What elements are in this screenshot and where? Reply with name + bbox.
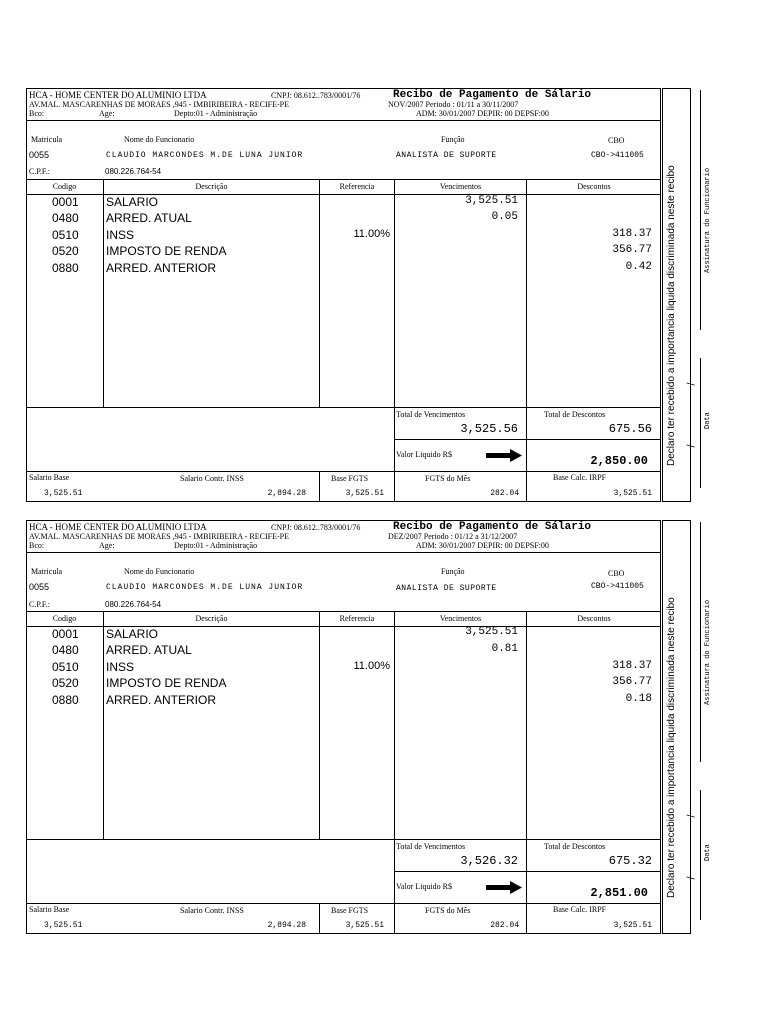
date-slash: / <box>685 814 698 818</box>
net-value: 2,851.00 <box>590 886 648 900</box>
signature-label: Assinatura do Funcionario <box>704 167 712 273</box>
date-slash: / <box>685 876 698 880</box>
item-earning: 3,525.51 <box>465 626 518 638</box>
net-value-label: Valor Liquido R$ <box>396 450 452 459</box>
item-description: ARRED. ANTERIOR <box>106 261 217 275</box>
item-description: SALARIO <box>106 195 159 209</box>
cbo-value: CBO->411005 <box>591 582 644 591</box>
fgts-month-label: FGTS do Mês <box>425 474 471 483</box>
net-value-label: Valor Liquido R$ <box>396 882 452 891</box>
department: Depto:01 - Administração <box>174 109 258 118</box>
arrow-right-icon <box>486 449 522 462</box>
net-value: 2,850.00 <box>590 454 648 468</box>
item-code: 0001 <box>52 627 79 641</box>
cpf-label: C.P.F.: <box>29 600 50 609</box>
admission-info: ADM: 30/01/2007 DEPIR: 00 DEPSF:00 <box>416 541 549 550</box>
item-description: IMPOSTO DE RENDA <box>106 244 227 258</box>
employee-name-label: Nome do Funcionario <box>124 567 195 576</box>
total-deductions-label: Total de Descontos <box>544 410 606 419</box>
total-earnings-label: Total de Vencimentos <box>396 410 466 419</box>
admission-info: ADM: 30/01/2007 DEPIR: 00 DEPSF:00 <box>416 109 549 118</box>
item-code: 0520 <box>52 244 79 258</box>
item-earning: 0.05 <box>491 211 518 223</box>
item-earning: 3,525.51 <box>465 195 518 207</box>
item-deduction: 0.42 <box>625 261 652 273</box>
agency-label: Age: <box>99 109 115 118</box>
receipt-november <box>26 88 712 503</box>
col-codigo: Codigo <box>52 182 77 191</box>
item-deduction: 356.77 <box>612 244 652 256</box>
item-description: INSS <box>106 228 135 242</box>
cbo-label: CBO <box>608 136 625 145</box>
employee-name: CLAUDIO MARCONDES M.DE LUNA JUNIOR <box>106 583 304 592</box>
irpf-base-label: Base Calc. IRPF <box>553 473 607 482</box>
base-salary-label: Salario Base <box>29 905 70 914</box>
item-code: 0480 <box>52 211 79 225</box>
function-label: Função <box>441 135 465 144</box>
col-vencimentos: Vencimentos <box>439 614 482 623</box>
item-code: 0880 <box>52 261 79 275</box>
date-slash: / <box>685 444 698 448</box>
period: NOV/2007 Periodo : 01/11 a 30/11/2007 <box>388 100 519 109</box>
cnpj: CNPJ: 08.612..783/0001/76 <box>271 91 361 100</box>
cbo-label: CBO <box>608 569 625 578</box>
declaration-text: Declaro ter recebido a importancia liquida discriminada neste recibo <box>666 597 677 898</box>
base-salary-value: 3,525.51 <box>44 489 83 498</box>
item-deduction: 318.37 <box>612 660 652 672</box>
matricula-value: 0055 <box>29 582 50 592</box>
receipt-title: Recibo de Pagamento de Sálario <box>393 89 592 101</box>
company-address: AV.MAL. MASCARENHAS DE MORAES ,945 - IMBIRIBEIRA - RECIFE-PE <box>29 532 289 541</box>
agency-label: Age: <box>99 541 115 550</box>
col-descricao: Descrição <box>195 614 228 623</box>
item-description: IMPOSTO DE RENDA <box>106 676 227 690</box>
item-code: 0510 <box>52 660 79 674</box>
cpf-value: 080.226.764-54 <box>105 600 162 609</box>
base-salary-value: 3,525.51 <box>44 921 83 930</box>
receipt-december <box>26 520 712 935</box>
function-value: ANALISTA DE SUPORTE <box>396 151 497 160</box>
item-code: 0001 <box>52 195 79 209</box>
date-label: Data <box>704 412 712 429</box>
col-referencia: Referencia <box>339 614 375 623</box>
cbo-value: CBO->411005 <box>591 151 644 160</box>
col-descontos: Descontos <box>577 182 611 191</box>
fgts-month-label: FGTS do Mês <box>425 906 471 915</box>
company-name: HCA - HOME CENTER DO ALUMINIO LTDA <box>29 90 207 100</box>
signature-label: Assinatura do Funcionario <box>704 599 712 705</box>
fgts-month-value: 282.04 <box>490 489 519 498</box>
fgts-base-label: Base FGTS <box>331 474 369 483</box>
inss-salary-value: 2,894.28 <box>267 489 306 498</box>
date-slash: / <box>685 382 698 386</box>
matricula-label: Matricula <box>31 567 63 576</box>
cpf-label: C.P.F.: <box>29 167 50 176</box>
irpf-base-value: 3,525.51 <box>613 489 652 498</box>
function-label: Função <box>441 567 465 576</box>
inss-salary-value: 2,894.28 <box>267 921 306 930</box>
department: Depto:01 - Administração <box>174 541 258 550</box>
fgts-base-label: Base FGTS <box>331 906 369 915</box>
employee-name-label: Nome do Funcionario <box>124 135 195 144</box>
matricula-label: Matricula <box>31 135 63 144</box>
item-reference: 11.00% <box>353 228 390 240</box>
col-vencimentos: Vencimentos <box>439 182 482 191</box>
item-description: SALARIO <box>106 627 159 641</box>
item-description: ARRED. ANTERIOR <box>106 693 217 707</box>
item-deduction: 318.37 <box>612 228 652 240</box>
fgts-base-value: 3,525.51 <box>345 921 384 930</box>
irpf-base-label: Base Calc. IRPF <box>553 905 607 914</box>
period: DEZ/2007 Periodo : 01/12 a 31/12/2007 <box>388 532 518 541</box>
total-deductions: 675.56 <box>608 422 652 436</box>
matricula-value: 0055 <box>29 150 50 160</box>
fgts-base-value: 3,525.51 <box>345 489 384 498</box>
base-salary-label: Salario Base <box>29 473 70 482</box>
col-descontos: Descontos <box>577 614 611 623</box>
declaration-text: Declaro ter recebido a importancia liquida discriminada neste recibo <box>666 165 677 466</box>
item-code: 0480 <box>52 643 79 657</box>
date-label: Data <box>704 844 712 861</box>
inss-salary-label: Salario Contr. INSS <box>180 906 244 915</box>
arrow-right-icon <box>486 881 522 894</box>
item-reference: 11.00% <box>353 660 390 672</box>
item-description: ARRED. ATUAL <box>106 211 192 225</box>
company-name: HCA - HOME CENTER DO ALUMINIO LTDA <box>29 522 207 532</box>
company-address: AV.MAL. MASCARENHAS DE MORAES ,945 - IMBIRIBEIRA - RECIFE-PE <box>29 100 289 109</box>
col-descricao: Descrição <box>195 182 228 191</box>
fgts-month-value: 282.04 <box>490 921 519 930</box>
cpf-value: 080.226.764-54 <box>105 167 162 176</box>
item-code: 0880 <box>52 693 79 707</box>
total-deductions-label: Total de Descontos <box>544 842 606 851</box>
item-deduction: 0.18 <box>625 693 652 705</box>
item-code: 0520 <box>52 676 79 690</box>
item-earning: 0.81 <box>491 643 518 655</box>
total-deductions: 675.32 <box>608 854 652 868</box>
item-deduction: 356.77 <box>612 676 652 688</box>
total-earnings-label: Total de Vencimentos <box>396 842 466 851</box>
employee-name: CLAUDIO MARCONDES M.DE LUNA JUNIOR <box>106 151 304 160</box>
item-code: 0510 <box>52 228 79 242</box>
total-earnings: 3,525.56 <box>460 422 518 436</box>
inss-salary-label: Salario Contr. INSS <box>180 474 244 483</box>
total-earnings: 3,526.32 <box>460 854 518 868</box>
receipt-title: Recibo de Pagamento de Sálario <box>393 521 592 533</box>
col-referencia: Referencia <box>339 182 375 191</box>
item-description: INSS <box>106 660 135 674</box>
bank-label: Bco: <box>29 541 45 550</box>
bank-label: Bco: <box>29 109 45 118</box>
cnpj: CNPJ: 08.612..783/0001/76 <box>271 523 361 532</box>
col-codigo: Codigo <box>52 614 77 623</box>
irpf-base-value: 3,525.51 <box>613 921 652 930</box>
function-value: ANALISTA DE SUPORTE <box>396 584 497 593</box>
item-description: ARRED. ATUAL <box>106 643 192 657</box>
